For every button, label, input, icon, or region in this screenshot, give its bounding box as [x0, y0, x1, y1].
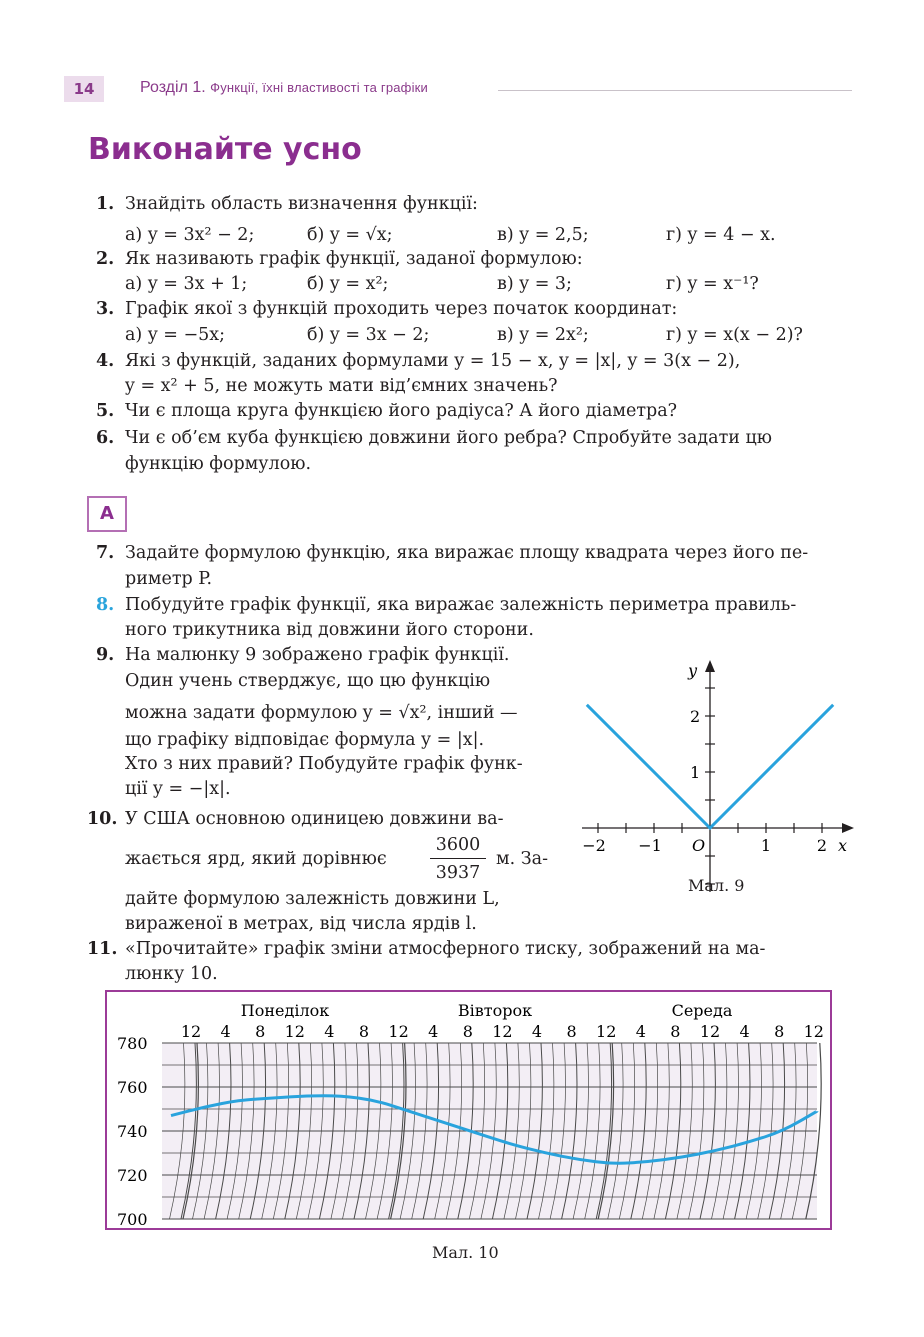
- e9-line1: На малюнку 9 зображено графік функції.: [125, 645, 510, 665]
- figure-9-x-tick-label: −1: [638, 836, 662, 855]
- header-rule: [498, 90, 852, 91]
- q4-number: 4.: [96, 351, 115, 371]
- q1-text: Знайдіть область визначення функції:: [125, 194, 478, 214]
- q1-number: 1.: [96, 194, 115, 214]
- e8-number: 8.: [96, 595, 115, 615]
- e9-line5: Хто з них правий? Побудуйте графік функ-: [125, 754, 523, 774]
- q6-line1: Чи є об’єм куба функцією довжини його ребра? Спробуйте задати цю: [125, 428, 772, 448]
- q3-number: 3.: [96, 299, 115, 319]
- q5-number: 5.: [96, 401, 115, 421]
- e8-line2: ного трикутника від довжини його сторони.: [125, 620, 534, 640]
- figure-9-chart: [570, 650, 860, 900]
- figure-9-x-tick-label: −2: [582, 836, 606, 855]
- section-title: Виконайте усно: [88, 132, 362, 167]
- e10-line3: дайте формулою залежність довжини L,: [125, 889, 500, 909]
- q2-number: 2.: [96, 249, 115, 269]
- figure-10-day-label: Вівторок: [457, 1001, 533, 1020]
- q4-line2: y = x² + 5, не можуть мати від’ємних значень?: [125, 376, 558, 396]
- figure-10-hour-label: 12: [492, 1022, 513, 1041]
- q4-line1: Які з функцій, заданих формулами y = 15 − x, y = |x|, y = 3(x − 2),: [125, 351, 741, 371]
- q3-option-d: г) y = x(x − 2)?: [666, 325, 803, 345]
- chapter-prefix: Розділ 1.: [140, 79, 206, 96]
- figure-10-hour-label: 4: [220, 1022, 231, 1041]
- figure-10-hour-label: 12: [803, 1022, 824, 1041]
- e9-line6: ції y = −|x|.: [125, 779, 231, 799]
- figure-10-hour-label: 12: [596, 1022, 617, 1041]
- e11-line1: «Прочитайте» графік зміни атмосферного тиску, зображений на ма-: [125, 939, 766, 959]
- figure-9-x-tick-label: 2: [816, 836, 828, 855]
- fraction: [430, 832, 486, 887]
- q2-option-c: в) y = 3;: [497, 274, 572, 294]
- q6-line2: функцію формулою.: [125, 454, 312, 474]
- figure-10-y-tick-label: 720: [117, 1166, 148, 1185]
- q3-option-a: а) y = −5x;: [125, 325, 226, 345]
- figure-10-hour-label: 12: [284, 1022, 305, 1041]
- fraction-denominator: 3937: [435, 863, 481, 883]
- e9-line2: Один учень стверджує, що цю функцію: [125, 671, 491, 691]
- figure-10-hour-label: 8: [670, 1022, 681, 1041]
- e11-number: 11.: [87, 939, 118, 959]
- q1-option-a: а) y = 3x² − 2;: [125, 225, 255, 245]
- figure-10-y-tick-label: 760: [117, 1078, 148, 1097]
- figure-10-hour-label: 12: [388, 1022, 409, 1041]
- e10-line2a: жається ярд, який дорівнює: [125, 849, 387, 869]
- q1-option-c: в) y = 2,5;: [497, 225, 589, 245]
- figure-9-x-tick-label: 1: [760, 836, 772, 855]
- figure-10-hour-label: 12: [180, 1022, 202, 1041]
- section-a-badge: А: [87, 496, 127, 532]
- q2-option-b: б) y = x²;: [307, 274, 389, 294]
- running-header: [140, 79, 428, 97]
- figure-9-y-tick-label: 1: [690, 763, 701, 782]
- e10-line1: У США основною одиницею довжини ва-: [125, 809, 504, 829]
- figure-10-hour-label: 8: [358, 1022, 370, 1041]
- figure-9-y-arrow: [705, 660, 715, 672]
- figure-10-y-tick-label: 740: [117, 1122, 148, 1141]
- figure-9-x-axis-label: x: [838, 836, 848, 855]
- figure-10-y-tick-label: 700: [117, 1210, 148, 1229]
- figure-10-day-label: Середа: [671, 1001, 733, 1020]
- q3-option-b: б) y = 3x − 2;: [307, 325, 430, 345]
- figure-10-caption: Мал. 10: [432, 1243, 499, 1262]
- fraction-numerator: 3600: [430, 832, 486, 859]
- figure-9-origin-label: O: [692, 836, 706, 855]
- figure-10-hour-label: 8: [774, 1022, 785, 1041]
- e9-line4: що графіку відповідає формула y = |x|.: [125, 730, 485, 750]
- e10-line2b: м. За-: [496, 849, 548, 869]
- q3-option-c: в) y = 2x²;: [497, 325, 589, 345]
- figure-10-hour-label: 8: [462, 1022, 473, 1041]
- figure-10-hour-label: 4: [428, 1022, 439, 1041]
- figure-10-hour-label: 8: [566, 1022, 577, 1041]
- e9-number: 9.: [96, 645, 115, 665]
- e7-number: 7.: [96, 543, 115, 563]
- figure-9-x-arrow: [842, 823, 854, 833]
- e7-line2: риметр P.: [125, 569, 213, 589]
- figure-9-y-tick-label: 2: [690, 707, 701, 726]
- figure-9-y-axis-label: y: [688, 661, 698, 680]
- q2-option-a: а) y = 3x + 1;: [125, 274, 248, 294]
- chapter-title: Функції, їхні властивості та графіки: [210, 80, 429, 95]
- figure-9-axes: [582, 660, 854, 892]
- q6-number: 6.: [96, 428, 115, 448]
- q2-text: Як називають графік функції, заданої формулою:: [125, 249, 583, 269]
- e9-line3: можна задати формулою y = √x², інший —: [125, 703, 518, 723]
- q5-text: Чи є площа круга функцією його радіуса? А його діаметра?: [125, 401, 678, 421]
- q1-option-b: б) y = √x;: [307, 225, 393, 245]
- q3-text: Графік якої з функцій проходить через початок координат:: [125, 299, 678, 319]
- figure-10-hour-label: 4: [635, 1022, 646, 1041]
- figure-10-hour-label: 4: [739, 1022, 750, 1041]
- e7-line1: Задайте формулою функцію, яка виражає площу квадрата через його пе-: [125, 543, 809, 563]
- q2-option-d: г) y = x⁻¹?: [666, 274, 759, 294]
- figure-9-tick-labels: [582, 707, 827, 855]
- figure-10-y-tick-label: 780: [117, 1034, 148, 1053]
- figure-10-day-label: Понеділок: [240, 1001, 330, 1020]
- figure-10-hour-label: 4: [531, 1022, 543, 1041]
- e11-line2: люнку 10.: [125, 964, 218, 984]
- figure-10-chart: [105, 990, 832, 1230]
- e10-line4: вираженої в метрах, від числа ярдів l.: [125, 914, 477, 934]
- figure-9-caption: Мал. 9: [688, 876, 745, 895]
- page-number: 14: [64, 76, 104, 102]
- figure-10-hour-label: 8: [255, 1022, 266, 1041]
- figure-10-hour-label: 4: [324, 1022, 335, 1041]
- figure-10-hour-label: 12: [699, 1022, 721, 1041]
- e10-number: 10.: [87, 809, 118, 829]
- e8-line1: Побудуйте графік функції, яка виражає залежність периметра правиль-: [125, 595, 797, 615]
- q1-option-d: г) y = 4 − x.: [666, 225, 776, 245]
